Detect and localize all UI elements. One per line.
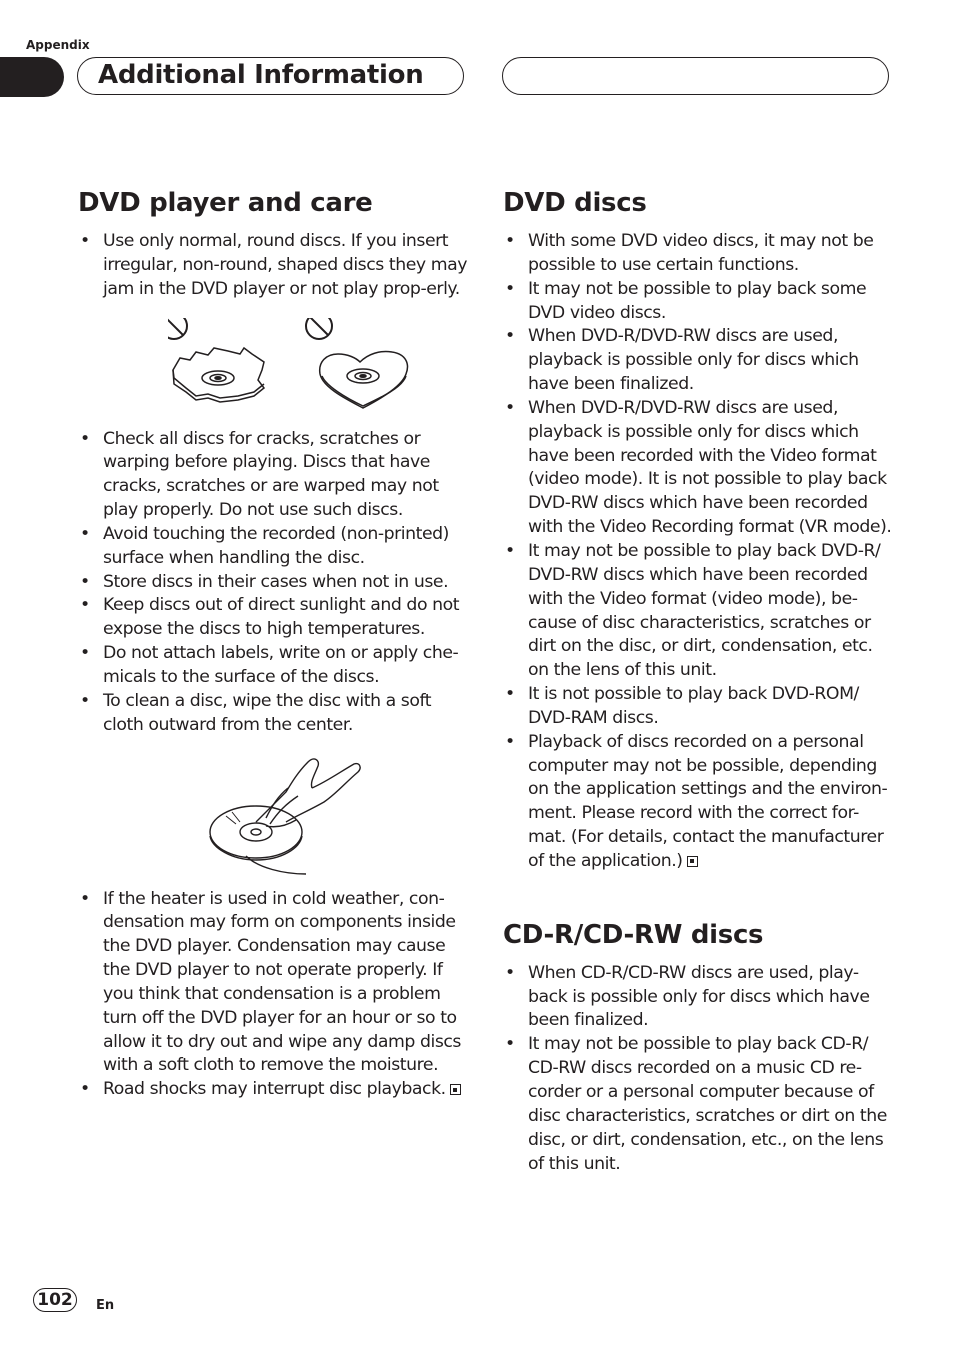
stop-square-icon (687, 856, 698, 867)
cd-r-rw-discs-heading: CD-R/CD-RW discs (503, 919, 764, 950)
section-label: Appendix (26, 38, 90, 52)
list-item: • Avoid touching the recorded (non-printed) surface when handling the disc. (78, 523, 468, 571)
cd-discs-list (503, 962, 893, 1177)
prohibited-icon (168, 318, 187, 339)
header-title-box (77, 57, 464, 95)
left-column (78, 186, 468, 1102)
dvd-discs-list (503, 230, 893, 874)
list-item: • Do not attach labels, write on or apply che-micals to the surface of the discs. (78, 642, 468, 690)
list-item: • It may not be possible to play back DVD-R/ DVD-RW discs which have been recorded with the Video format (video mode), be-cause of disc characteristics, scratches or dirt on the disc, or dirt, condensation, etc. on the lens of this unit. (503, 540, 893, 683)
list-item (503, 731, 893, 874)
header-title: Additional Information (98, 60, 424, 90)
irregular-disc-icon (173, 348, 264, 402)
list-item-text: Road shocks may interrupt disc playback. (103, 1079, 446, 1100)
irregular-discs-illustration (168, 318, 428, 418)
section-tab-marker (0, 57, 64, 97)
right-column (503, 186, 893, 1176)
heart-shaped-disc-icon (320, 351, 408, 408)
language-code: En (96, 1298, 115, 1313)
care-list-b (78, 428, 468, 738)
care-list-c (78, 888, 468, 1103)
list-item: • If the heater is used in cold weather, con-densation may form on components inside the DVD player. Condensation may cause the DVD player to not operate properly. If you think that condensation is a problem turn off the DVD player for an hour or so to allow it to dry out and wipe any damp discs with a soft cloth to remove the moisture. (78, 888, 468, 1079)
list-item: • Keep discs out of direct sunlight and do not expose the discs to high temperatures. (78, 594, 468, 642)
dvd-player-care-heading: DVD player and care (78, 188, 373, 218)
dvd-discs-heading: DVD discs (503, 188, 647, 218)
header-right-box (502, 57, 889, 95)
list-item: • Check all discs for cracks, scratches or warping before playing. Discs that have cracks, scratches or are warped may not play properly. Do not use such discs. (78, 428, 468, 523)
list-item: • When DVD-R/DVD-RW discs are used, playback is possible only for discs which have been finalized. (503, 325, 893, 397)
disc-cleaning-illustration (206, 752, 366, 878)
list-item: • When DVD-R/DVD-RW discs are used, playback is possible only for discs which have been recorded with the Video format (video mode). It is not possible to play back DVD-RW discs which have been recorded with the Video Recording format (VR mode). (503, 397, 893, 540)
list-item-text: Playback of discs recorded on a personal computer may not be possible, depending on the application settings and the environ-ment. Please record with the correct for-mat. (For details, contact the manufacturer of the application.) (528, 731, 888, 871)
list-item: • When CD-R/CD-RW discs are used, play-back is possible only for discs which have been finalized. (503, 962, 893, 1034)
list-item (78, 1078, 468, 1102)
list-item: • Store discs in their cases when not in use. (78, 571, 468, 595)
prohibited-icon (306, 318, 332, 339)
list-item: • It is not possible to play back DVD-ROM/ DVD-RAM discs. (503, 683, 893, 731)
list-item: • To clean a disc, wipe the disc with a soft cloth outward from the center. (78, 690, 468, 738)
list-item: • Use only normal, round discs. If you insert irregular, non-round, shaped discs they may jam in the DVD player or not play prop-erly. (78, 230, 468, 302)
care-list-a (78, 230, 468, 302)
stop-square-icon (450, 1084, 461, 1095)
list-item: • With some DVD video discs, it may not be possible to use certain functions. (503, 230, 893, 278)
list-item: • It may not be possible to play back some DVD video discs. (503, 278, 893, 326)
page-number: 102 (33, 1288, 77, 1312)
disc-icon (210, 806, 302, 858)
list-item: • It may not be possible to play back CD-R/ CD-RW discs recorded on a music CD re-corder or a personal computer because of disc characteristics, scratches or dirt on the disc, or dirt, condensation, etc., on the lens of this unit. (503, 1033, 893, 1176)
